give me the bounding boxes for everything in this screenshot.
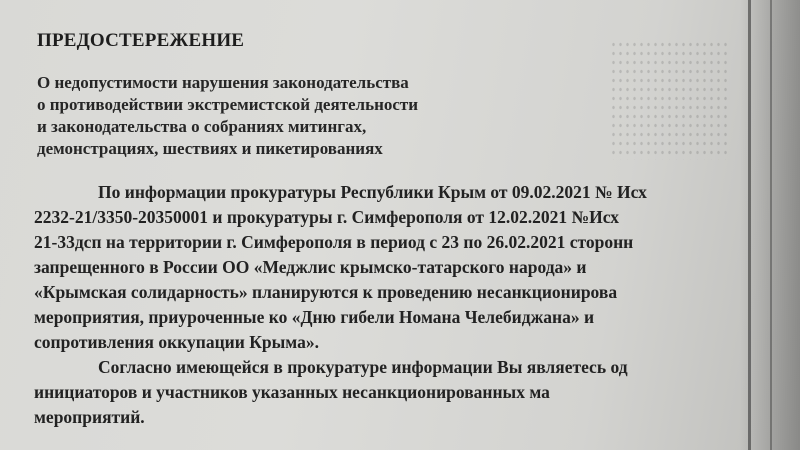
body-line: 2232-21/3350-20350001 и прокуратуры г. Симферополя от 12.02.2021 №Исх: [34, 207, 620, 227]
document-subject: [37, 72, 557, 160]
body-line: Согласно имеющейся в прокуратуре информации Вы являетесь од: [98, 357, 628, 377]
body-line: сопротивления оккупации Крыма».: [34, 332, 319, 352]
body-line: запрещенного в России ОО «Меджлис крымско-татарского народа» и: [34, 257, 587, 277]
scan-noise: [610, 40, 730, 160]
body-line: мероприятия, приуроченные ко «Дню гибели Номана Челебиджана» и: [34, 307, 595, 327]
scan-artifact-line: [770, 0, 772, 450]
body-line: 21-33дсп на территории г. Симферополя в период с 23 по 26.02.2021 сторонн: [34, 232, 634, 252]
body-line: По информации прокуратуры Республики Крым от 09.02.2021 № Исх: [98, 182, 647, 202]
subject-line: демонстрациях, шествиях и пикетированиях: [37, 139, 383, 158]
document-title: ПРЕДОСТЕРЕЖЕНИЕ: [37, 30, 245, 51]
subject-line: о противодействии экстремистской деятельности: [37, 95, 419, 114]
body-line: «Крымская солидарность» планируются к проведению несанкционирова: [34, 282, 618, 302]
subject-line: и законодательства о собраниях митингах,: [37, 117, 367, 136]
document-body: [34, 180, 800, 430]
body-line: инициаторов и участников указанных несанкционированных ма: [34, 382, 550, 402]
body-line: мероприятий.: [34, 407, 145, 427]
scan-artifact-line: [748, 0, 751, 450]
subject-line: О недопустимости нарушения законодательства: [37, 73, 409, 92]
